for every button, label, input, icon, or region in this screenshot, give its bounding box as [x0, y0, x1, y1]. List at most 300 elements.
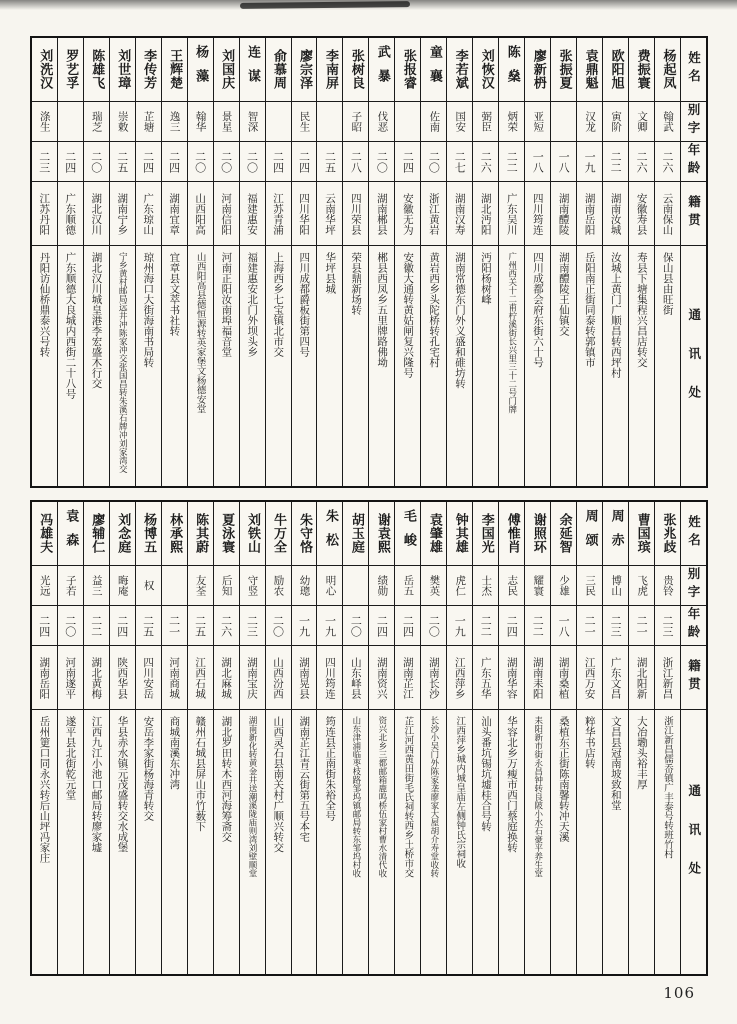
entry-courtesy-name-text: 益三 [90, 575, 103, 596]
entry-native-place-text: 湖南耒阳 [531, 656, 544, 699]
entry-age [317, 606, 342, 646]
entry-column [135, 502, 161, 974]
entry-native-place [473, 646, 498, 710]
entry-courtesy-name-text: 芷塘 [142, 111, 155, 132]
entry-courtesy-name [240, 566, 265, 606]
entry-name-text: 刘铁山 [245, 513, 261, 554]
entry-courtesy-name [577, 102, 602, 142]
entry-column [602, 38, 628, 486]
entry-column [342, 502, 368, 974]
entry-name-text: 曹国瑸 [634, 513, 650, 554]
entry-native-place [473, 182, 498, 246]
entry-courtesy-name [655, 102, 680, 142]
entry-age-text: 二〇 [427, 150, 441, 173]
entry-address [32, 246, 57, 486]
entry-native-place-text: 湖南晃县 [297, 656, 310, 699]
entry-age [655, 142, 680, 182]
entry-age-text: 二四 [63, 150, 77, 173]
entry-address-text: 汕头番坑锡坑墟桂合号转 [480, 716, 493, 832]
header-column [680, 502, 706, 974]
entry-column [291, 38, 317, 486]
entry-courtesy-name [577, 566, 602, 606]
entry-address [343, 246, 368, 486]
entry-name-text: 张报睿 [400, 49, 416, 90]
entry-column [109, 502, 135, 974]
entry-name-text: 傅惟肖 [504, 513, 520, 554]
entry-name-text: 刘念庭 [115, 513, 131, 554]
entry-courtesy-name [369, 566, 394, 606]
entry-native-place-text: 安徽无为 [401, 192, 414, 235]
entry-courtesy-name-text: 国安 [454, 111, 467, 132]
entry-address-text: 广东顺德大良城内西街二十八号 [64, 252, 77, 399]
entry-courtesy-name [214, 566, 239, 606]
entry-courtesy-name-text: 翰武 [662, 111, 675, 132]
entry-age-text: 二〇 [219, 150, 233, 173]
entry-age-text: 二四 [37, 614, 51, 637]
entry-address [421, 246, 446, 486]
entry-column [368, 502, 394, 974]
entry-courtesy-name [162, 102, 187, 142]
entry-native-place [499, 182, 524, 246]
entry-native-place-text: 广东琼山 [142, 192, 155, 235]
entry-address [551, 710, 576, 974]
entry-address-text: 粹华书店转 [583, 716, 596, 769]
entry-name-text: 夏泳寰 [219, 513, 235, 554]
entry-native-place [32, 646, 57, 710]
entry-address [188, 246, 213, 486]
entry-age [343, 606, 368, 646]
entry-address-text: 安岳李家街杨海青转交 [142, 716, 155, 821]
entry-age [240, 142, 265, 182]
entry-name [369, 38, 394, 102]
entry-name-text: 欧阳旭 [608, 49, 624, 90]
entry-address [603, 710, 628, 974]
entry-courtesy-name-text: 博山 [610, 575, 623, 596]
entry-address-text: 安徽大通转黄姑闸复兴隆号 [402, 252, 415, 378]
entry-age [369, 606, 394, 646]
entry-native-place-text: 广东五华 [479, 656, 492, 699]
entry-courtesy-name [421, 566, 446, 606]
entry-age [110, 606, 135, 646]
entry-courtesy-name-text: 后知 [220, 575, 233, 596]
entry-age [136, 142, 161, 182]
header-courtesy-text: 别字 [686, 103, 702, 140]
entry-courtesy-name-text: 守竖 [246, 575, 259, 596]
entry-address [84, 246, 109, 486]
entry-name-text: 连谋 [245, 45, 261, 94]
entry-address [240, 246, 265, 486]
entry-address-text: 芷江河西黄田街毛氏祠转西乡土桥市交 [402, 716, 414, 878]
header-column [680, 38, 706, 486]
entry-name-text: 周颂 [582, 509, 598, 558]
entry-courtesy-name-text: 樊英 [428, 575, 441, 596]
entry-age [240, 606, 265, 646]
entry-age-text: 二二 [89, 614, 103, 637]
entry-address-text: 福建惠安北门外坝头乡 [246, 252, 259, 357]
entry-name-text: 李国光 [478, 513, 494, 554]
entry-native-place-text: 四川华阳 [297, 192, 310, 235]
entry-name-text: 李南屏 [322, 49, 338, 90]
entry-age [499, 606, 524, 646]
entry-native-place [214, 182, 239, 246]
entry-native-place-text: 山西阳高 [194, 192, 207, 235]
entry-address-text: 湖北汉川城皇港李宏盛木行交 [90, 252, 103, 389]
entry-courtesy-name [32, 566, 57, 606]
entry-age-text: 一八 [557, 614, 571, 637]
entry-address-text: 岳阳南正街同泰转郭镇市 [583, 252, 596, 368]
entry-native-place [369, 182, 394, 246]
entry-name [473, 38, 498, 102]
entry-name [32, 38, 57, 102]
entry-column [524, 502, 550, 974]
entry-name [447, 38, 472, 102]
entry-address [58, 246, 83, 486]
entry-age-text: 二六 [635, 150, 649, 173]
entry-address [110, 710, 135, 974]
entry-name-text: 张兆歧 [660, 513, 676, 554]
entry-age-text: 二〇 [89, 150, 103, 173]
entry-address-text: 河南正阳汝南埠福音堂 [220, 252, 233, 357]
entry-address [188, 710, 213, 974]
entry-native-place [317, 182, 342, 246]
entry-courtesy-name-text: 伐恶 [376, 111, 389, 132]
header-name-text: 姓名 [686, 515, 702, 552]
entry-age [32, 606, 57, 646]
entry-name [629, 38, 654, 102]
entry-age [421, 606, 446, 646]
entry-address [473, 710, 498, 974]
entry-courtesy-name-text: 汉龙 [584, 111, 597, 132]
entry-native-place [395, 646, 420, 710]
entry-courtesy-name [551, 102, 576, 142]
entry-native-place-text: 湖北麻城 [220, 656, 233, 699]
entry-courtesy-name-text: 子若 [64, 575, 77, 596]
entry-age [214, 142, 239, 182]
entry-address [317, 246, 342, 486]
entry-courtesy-name-text: 励农 [272, 575, 285, 596]
header-courtesy [681, 566, 706, 606]
entry-name [162, 38, 187, 102]
entry-courtesy-name-text: 岳五 [402, 575, 415, 596]
entry-native-place-text: 湖南宜章 [168, 192, 181, 235]
entry-column [32, 502, 57, 974]
header-name [681, 502, 706, 566]
entry-native-place [110, 182, 135, 246]
entry-age [266, 606, 291, 646]
entry-native-place-text: 广东文昌 [609, 656, 622, 699]
entry-age [110, 142, 135, 182]
entry-name-text: 陈燊 [504, 45, 520, 94]
entry-native-place [421, 182, 446, 246]
entry-native-place [421, 646, 446, 710]
entry-age-text: 二五 [193, 614, 207, 637]
entry-address-text: 文昌县冠南坡致和堂 [609, 716, 622, 811]
entry-name-text: 刘洗汉 [37, 49, 53, 90]
entry-age-text: 二四 [505, 614, 519, 637]
entry-courtesy-name [32, 102, 57, 142]
entry-native-place-text: 云南华坪 [323, 192, 336, 235]
entry-courtesy-name [188, 102, 213, 142]
entry-native-place-text: 湖南桑植 [557, 656, 570, 699]
entry-courtesy-name [499, 566, 524, 606]
entry-age-text: 二六 [479, 150, 493, 173]
header-courtesy-text: 别字 [686, 567, 702, 604]
entry-age [421, 142, 446, 182]
entry-name-text: 杨起凤 [660, 49, 676, 90]
entry-age-text: 二二 [479, 614, 493, 637]
entry-native-place-text: 湖南醴陵 [557, 192, 570, 235]
entry-native-place [188, 646, 213, 710]
header-native [681, 646, 706, 710]
entry-age-text: 二三 [245, 614, 259, 637]
entry-native-place-text: 四川荣县 [349, 192, 362, 235]
entry-name-text: 冯雄夫 [37, 513, 53, 554]
entry-column [654, 38, 680, 486]
entry-native-place [629, 182, 654, 246]
entry-native-place [577, 646, 602, 710]
entry-native-place [32, 182, 57, 246]
entry-native-place [266, 646, 291, 710]
entry-courtesy-name [473, 102, 498, 142]
entry-native-place-text: 江西万安 [583, 656, 596, 699]
entry-address [136, 710, 161, 974]
entry-courtesy-name [58, 102, 83, 142]
entry-address-text: 山东津浦临枣枝路邹坞镇邮局转东邹坞村收 [350, 716, 361, 878]
header-name [681, 38, 706, 102]
header-age-text: 年龄 [686, 607, 702, 644]
entry-name-text: 武暴 [374, 45, 390, 94]
entry-address [577, 710, 602, 974]
entry-age [447, 142, 472, 182]
entry-courtesy-name-text: 绩勋 [376, 575, 389, 596]
entry-name [58, 502, 83, 566]
entry-column [576, 502, 602, 974]
entry-age [499, 142, 524, 182]
entry-courtesy-name-text: 逸三 [168, 111, 181, 132]
entry-name [266, 38, 291, 102]
entry-address-text: 沔阳杨树峰 [480, 252, 493, 305]
entry-address [32, 710, 57, 974]
entry-name [499, 502, 524, 566]
entry-courtesy-name [525, 102, 550, 142]
entry-name-text: 牛万全 [271, 513, 287, 554]
entry-address-text: 湖南常德东门外义盛和碓坊转 [454, 252, 467, 389]
entry-address-text: 琼州海口大街海南书局转 [142, 252, 155, 368]
entry-name [58, 38, 83, 102]
entry-address [603, 246, 628, 486]
entry-column [187, 502, 213, 974]
entry-address [110, 246, 135, 486]
entry-native-place [603, 182, 628, 246]
entry-name-text: 陈雄飞 [89, 49, 105, 90]
entry-column [498, 38, 524, 486]
entry-age-text: 二〇 [375, 150, 389, 173]
entry-native-place [58, 182, 83, 246]
entry-native-place [395, 182, 420, 246]
entry-name-text: 林承熙 [167, 513, 183, 554]
entry-courtesy-name [447, 566, 472, 606]
entry-courtesy-name-text: 晦庵 [116, 575, 129, 596]
entry-name [110, 502, 135, 566]
entry-native-place-text: 湖南长沙 [427, 656, 440, 699]
entry-age [162, 142, 187, 182]
entry-native-place [551, 646, 576, 710]
entry-name-text: 周赤 [608, 509, 624, 558]
entry-age [447, 606, 472, 646]
entry-courtesy-name-text: 涤生 [38, 111, 51, 132]
entry-column [32, 38, 57, 486]
entry-native-place [214, 646, 239, 710]
entry-courtesy-name [447, 102, 472, 142]
entry-column [316, 38, 342, 486]
entry-address [240, 710, 265, 974]
entry-courtesy-name [136, 566, 161, 606]
entry-age-text: 二三 [661, 614, 675, 637]
entry-address [214, 710, 239, 974]
entry-courtesy-name [629, 566, 654, 606]
entry-name [136, 502, 161, 566]
entry-column [498, 502, 524, 974]
entry-name-text: 廖宗泽 [296, 49, 312, 90]
entry-courtesy-name-text: 翰华 [194, 111, 207, 132]
entry-address [292, 246, 317, 486]
entry-name-text: 袁森 [63, 509, 79, 558]
entry-name [110, 38, 135, 102]
entry-address [577, 246, 602, 486]
entry-name-text: 刘恢汉 [478, 49, 494, 90]
entry-address-text: 江西九江小池口邮局转廖家墟 [90, 716, 103, 853]
header-name-text: 姓名 [686, 51, 702, 88]
entry-native-place-text: 湖南宝庆 [246, 656, 259, 699]
entry-address [343, 710, 368, 974]
entry-age-text: 一九 [583, 150, 597, 173]
entry-courtesy-name [214, 102, 239, 142]
entry-age-text: 一八 [531, 150, 545, 173]
entry-name-text: 杨藻 [193, 45, 209, 94]
entry-name [577, 38, 602, 102]
entry-age-text: 二〇 [271, 614, 285, 637]
entry-native-place [58, 646, 83, 710]
entry-column [550, 38, 576, 486]
entry-courtesy-name-text: 亚短 [532, 111, 545, 132]
entry-column [472, 38, 498, 486]
entry-age-text: 二一 [635, 614, 649, 637]
entry-native-place-text: 湖南汝城 [609, 192, 622, 235]
entry-age [473, 606, 498, 646]
entry-courtesy-name-text: 少雄 [558, 575, 571, 596]
entry-native-place [577, 182, 602, 246]
entry-courtesy-name [110, 566, 135, 606]
entry-name-text: 钟其雄 [452, 513, 468, 554]
entry-name-text: 陈其蔚 [193, 513, 209, 554]
entry-column [187, 38, 213, 486]
entry-native-place-text: 湖南汉寿 [453, 192, 466, 235]
entry-address [369, 246, 394, 486]
entry-address [655, 710, 680, 974]
entry-courtesy-name-text: 士杰 [480, 575, 493, 596]
entry-address [395, 246, 420, 486]
entry-courtesy-name [603, 102, 628, 142]
entry-column [394, 502, 420, 974]
entry-name [136, 38, 161, 102]
entry-age [603, 142, 628, 182]
entry-address-text: 赣州石城县屏山市竹薮下 [194, 716, 207, 832]
entry-address [447, 246, 472, 486]
entry-address [266, 246, 291, 486]
entry-age [214, 606, 239, 646]
entry-courtesy-name-text: 智深 [246, 111, 259, 132]
entry-age [395, 606, 420, 646]
entry-age [655, 606, 680, 646]
entry-name-text: 廖新枬 [530, 49, 546, 90]
entry-age-text: 二〇 [193, 150, 207, 173]
entry-name-text: 刘世璋 [115, 49, 131, 90]
entry-native-place-text: 广东吴川 [505, 192, 518, 235]
entry-address-text: 耒阳新市街永昌钟转良陂小水石豪平养生堂 [532, 716, 543, 878]
entry-address [395, 710, 420, 974]
entry-address-text: 筠连县正南街朱裕全号 [324, 716, 337, 821]
entry-courtesy-name [317, 102, 342, 142]
entry-courtesy-name-text: 弼臣 [480, 111, 493, 132]
entry-age [629, 142, 654, 182]
entry-address-text: 荣县鼎新场转 [350, 252, 363, 315]
entry-native-place [240, 182, 265, 246]
entry-name-text: 袁肇雄 [426, 513, 442, 554]
entry-courtesy-name [551, 566, 576, 606]
entry-address [655, 246, 680, 486]
entry-native-place [136, 182, 161, 246]
entry-age-text: 二二 [531, 614, 545, 637]
entry-name [629, 502, 654, 566]
entry-column [316, 502, 342, 974]
entry-column [394, 38, 420, 486]
entry-column [602, 502, 628, 974]
entry-name [395, 38, 420, 102]
entry-courtesy-name-text: 瑞芝 [90, 111, 103, 132]
entry-address [499, 710, 524, 974]
entry-courtesy-name-text: 飞虎 [636, 575, 649, 596]
entry-name-text: 张树良 [348, 49, 364, 90]
entry-address [525, 710, 550, 974]
entry-native-place-text: 陕西华县 [116, 656, 129, 699]
entry-column [524, 38, 550, 486]
entry-courtesy-name [629, 102, 654, 142]
entry-courtesy-name [162, 566, 187, 606]
entry-native-place [240, 646, 265, 710]
entry-address-text: 商城南溪东冲湾 [168, 716, 181, 790]
entry-name-text: 朱松 [322, 509, 338, 558]
entry-courtesy-name [58, 566, 83, 606]
entry-address-text: 大冶墈头裕丰厚 [635, 716, 648, 790]
entry-age-text: 二一 [167, 614, 181, 637]
entry-age-text: 一九 [323, 614, 337, 637]
entry-name-text: 童襄 [426, 45, 442, 94]
entry-address [369, 710, 394, 974]
entry-name [525, 38, 550, 102]
entry-address-text: 广州西关十二甫柠溪街长兴里三十二号门牌 [506, 252, 517, 414]
entry-name-text: 廖辅仁 [89, 513, 105, 554]
entry-native-place-text: 湖北黄梅 [90, 656, 103, 699]
entry-age-text: 二〇 [349, 614, 363, 637]
entry-native-place [266, 182, 291, 246]
entry-courtesy-name [240, 102, 265, 142]
entry-column [291, 502, 317, 974]
entry-name-text: 余延智 [556, 513, 572, 554]
header-age [681, 606, 706, 646]
entry-native-place-text: 四川筠连 [531, 192, 544, 235]
entry-age-text: 二四 [401, 150, 415, 173]
entry-courtesy-name [525, 566, 550, 606]
